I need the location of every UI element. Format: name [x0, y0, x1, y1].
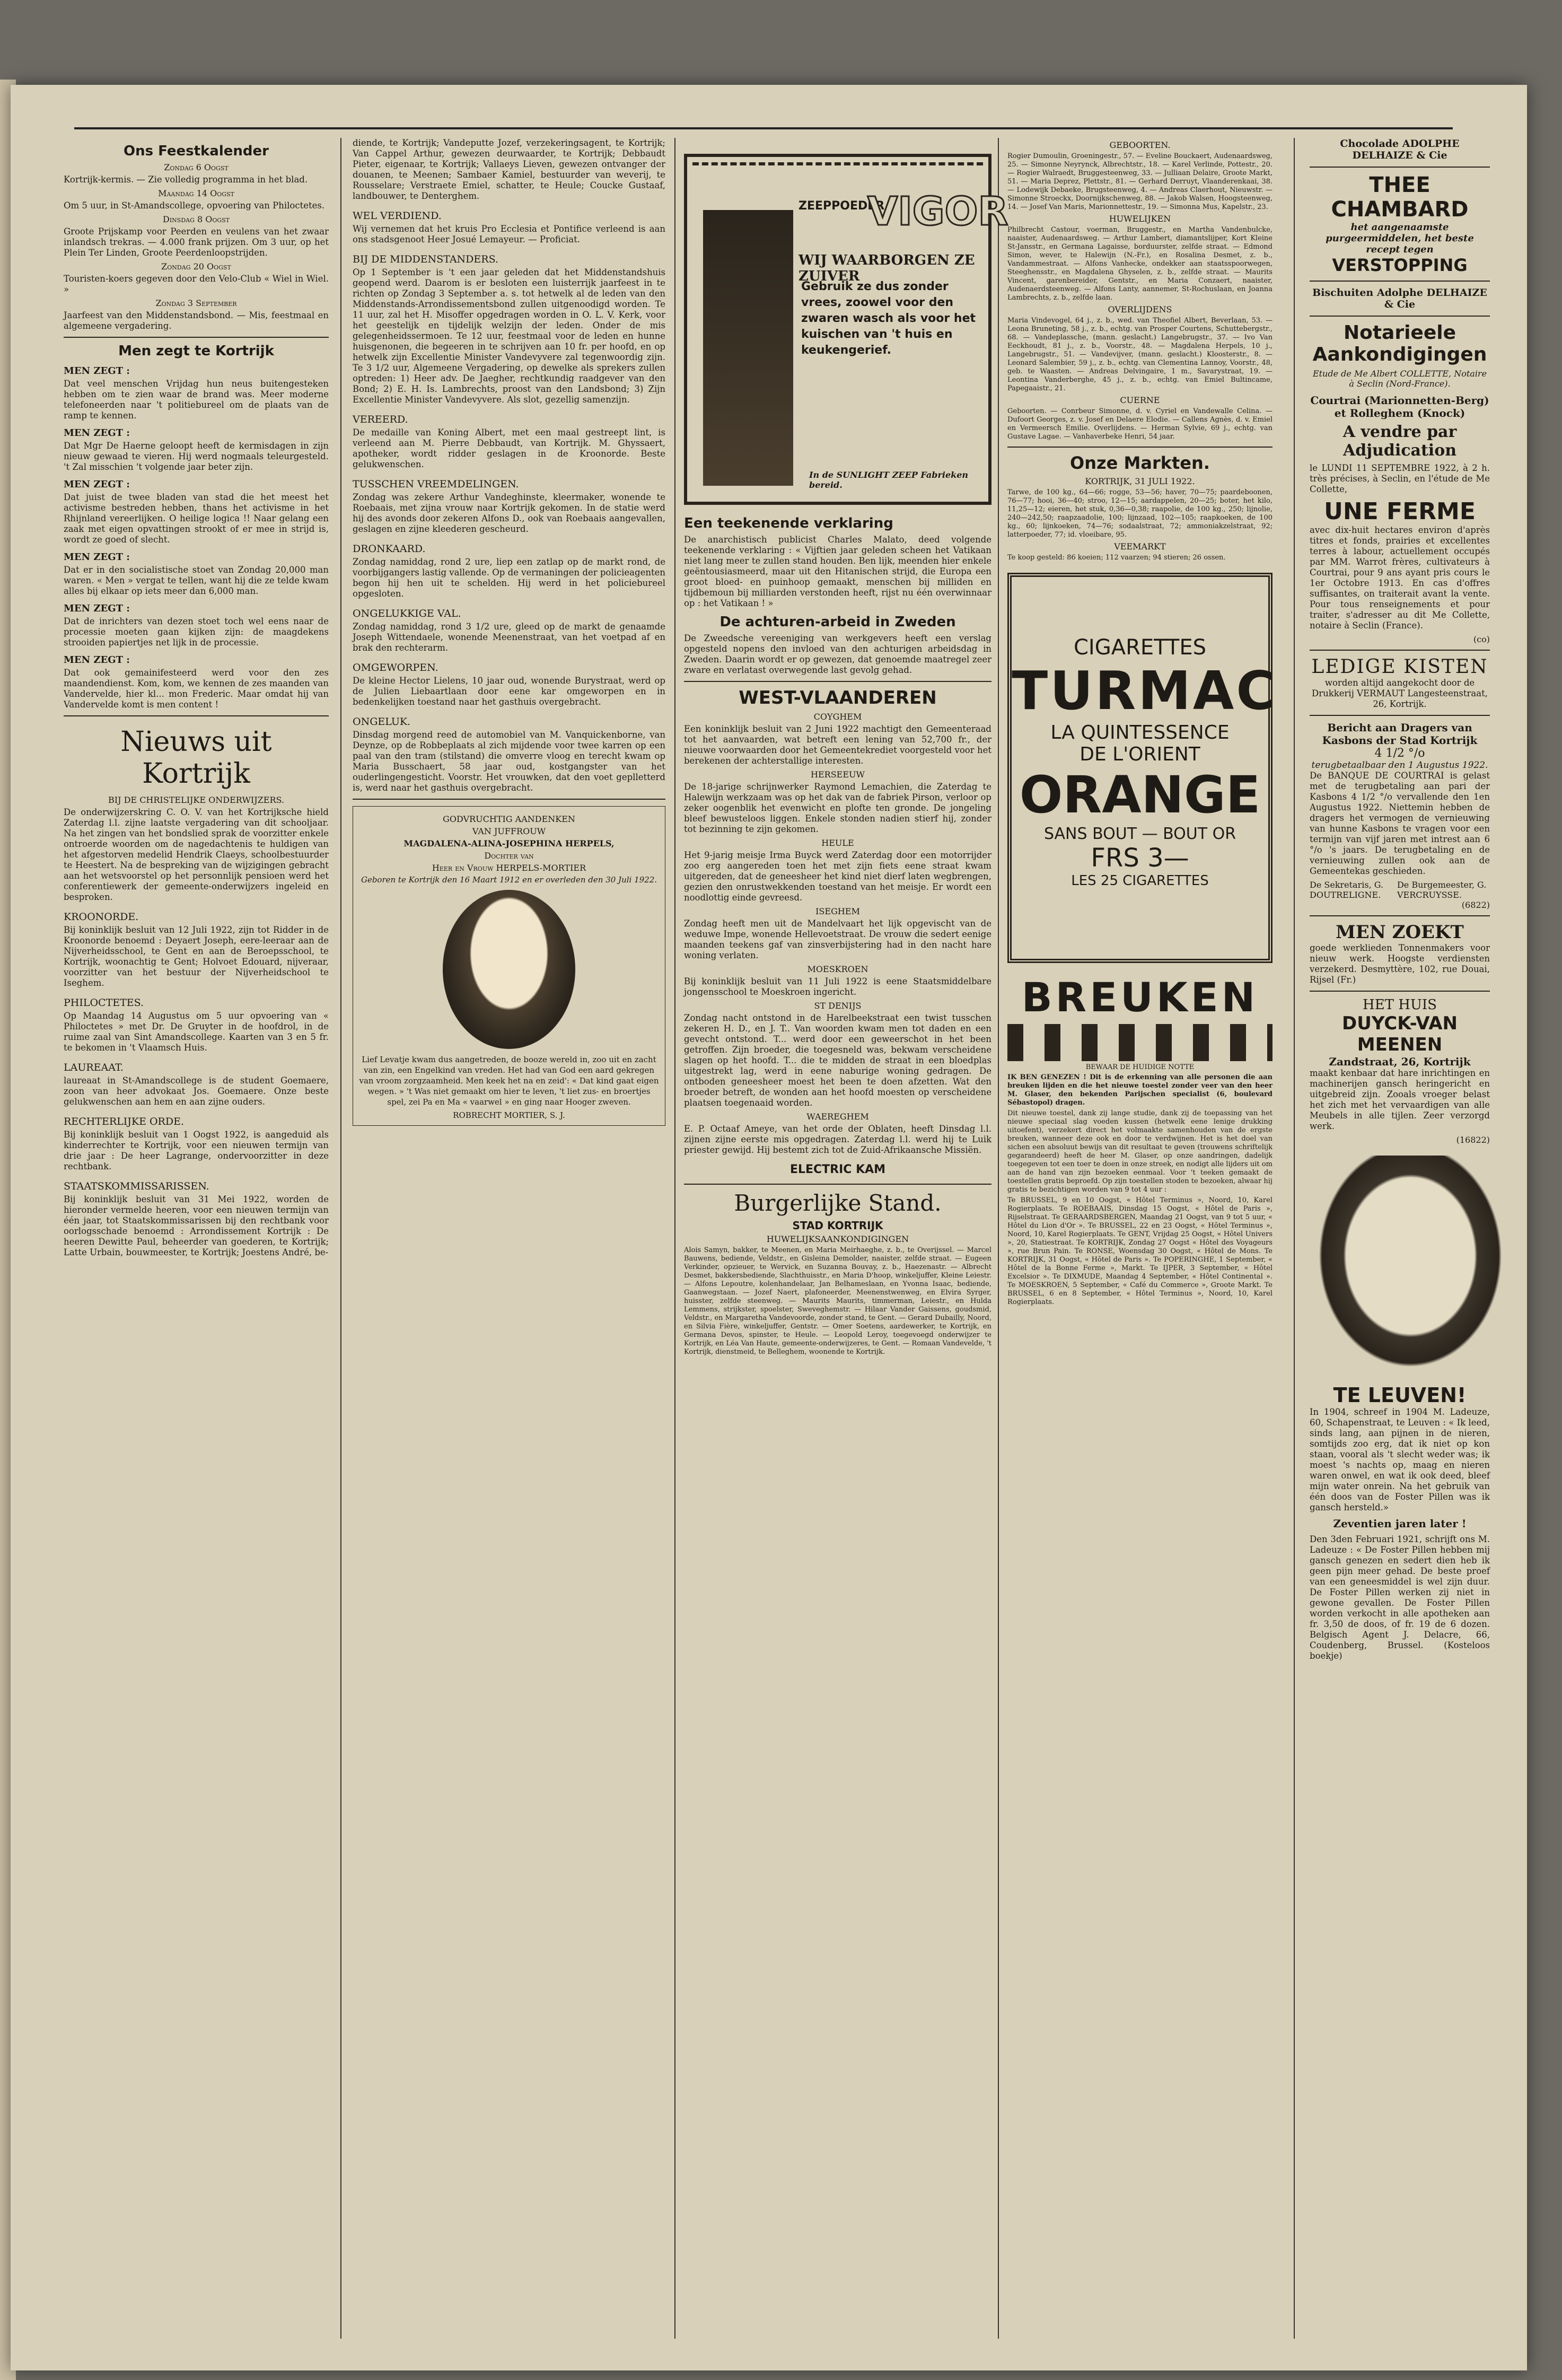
column-divider: [998, 138, 999, 2339]
place-item: ISEGHEM Zondag heeft men uit de Mandelvaart het lijk opgevischt van de weduwe Impe, wonende Hellevoetstraat. De vrouw die sedert eenige maanden teekens gaf van zinsverbijstering had in den nacht hare woning verlaten.: [684, 906, 991, 960]
vigor-logo: VIGOR: [867, 189, 1008, 234]
divider: [1310, 316, 1490, 317]
men-zegt-title: Men zegt te Kortrijk: [118, 343, 274, 359]
divider: [1310, 991, 1490, 992]
duyck-van-meenen-title: DUYCK-VAN MEENEN: [1342, 1013, 1458, 1055]
feestkalender-title: Ons Feestkalender: [124, 143, 269, 159]
divider: [1310, 715, 1490, 716]
divider: [64, 715, 329, 716]
news-section: OMGEWORPEN. De kleine Hector Lielens, 10 jaar oud, wonende Burystraat, werd op de Julien Liebaartlaan door eene kar omgeworpen en in bedenkelijken toestand naar het gasthuis overgebracht.: [353, 662, 665, 707]
man-portrait-illustration: [1310, 1156, 1511, 1378]
onze-markten-title: Onze Markten.: [1070, 453, 1210, 473]
divider: [1310, 650, 1490, 651]
column-2: [353, 138, 665, 1132]
place-item: ST DENIJS Zondag nacht ontstond in de Harelbeekstraat een twist tusschen zekeren H. D., en J. T.. Van woorden kwam men tot daden en een gevecht ontstond. T... werd door een geweerschot in het been getroffen. Zijn broeder, die toegesneld was, bekwam verscheidene slagen op het hoofd. T... die te midden de straat in een bloedplas uitgestrekt lag, werd in eene naburige woning gedragen. De ontboden geneesheer moest het been te doen afzetten. Wat den broeder betreft, de wonden aan het hoofd moesten op verscheidene plaatsen toegenaaid worden.: [684, 1001, 991, 1108]
burgerlijke-stand-title: Burgerlijke Stand.: [734, 1190, 942, 1216]
column-3: ZEEPPOEDER VIGOR WIJ WAARBORGEN ZE ZUIVER Gebruik ze dus zonder vrees, zoowel voor den zwaren wasch als voor het kuischen van 't huis en keukengerief. In de SUNLIGHT ZEEP Fabrieken bereid. Een teekenende verklaring De anarchistisch publicist Charles Malato, deed volgende teekenende verklaring : « Vijftien jaar geleden scheen het Vatikaan niet lang meer te zullen stand houden. Ben lijk, meenden hier enkele geëntousiasmeerd, maar uit den Hitanischen strijd, die Europa een groot bloed- en puinhoop gemaakt, menschen bij milliden en tijdbemoun bij milliarden verstonden heeft, rijst nu één overwinnaar op : het Vatikaan ! » De achturen-arbeid in Zweden De Zweedsche vereeniging van werkgevers heeft een verslag opgesteld nopens den invloed van den achturigen arbeidsdag in Zweden. Daarin wordt er op gewezen, dat genoemde maatregel zeer zware en verlatast overwegende last gevolg gehad. WEST-VLAANDEREN COYGHEM Een koninklijk besluit van 2 Juni 1922 machtigt den Gemeenteraad tot het aanvaarden, wat betreft een lening van 52,700 fr., der nieuwe voorwaarden door het Gemeentekrediet voorgesteld voor het berekenen der achterstallige interesten. HERSEEUW De 18-jarige schrijnwerker Raymond Lemachien, die Zaterdag te Halewijn werkzaam was op het dak van de fabriek Pirson, verloor op zeker oogenblik het evenwicht en plofte ten gronde. De jongeling bleef bewusteloos liggen. Enkele stonden nadien stierf hij, zonder tot bezinning te zijn gekomen. HEULE Het 9-jarig meisje Irma Buyck werd Zaterdag door een motorrijder zoo erg aangereden toen het met zijn fiets eene straat kwam uitgereden, dat de geneesheer het kind niet dierf laten wegbrengen, gezien den onrustwekkenden toestand van het meisje. Er wordt een noodlottig einde gevreesd. ISEGHEM Zondag heeft men uit de Mandelvaart het lijk opgevischt van de weduwe Impe, wonende Hellevoetstraat. De vrouw die sedert eenige maanden teekens gaf van zinsverbijstering had in den nacht hare woning verlaten. MOESKROEN Bij koninklijk besluit van 11 Juli 1922 is eene Staatsmiddelbare jongensschool te Moeskroen ingericht. ST DENIJS Zondag nacht ontstond in de Harelbeekstraat een twist tusschen zekeren H. D., en J. T.. Van woorden kwam men tot daden en een gevecht ontstond. T... werd door een geweerschot in het been getroffen. Zijn broeder, die toegesneld was, bekwam verscheidene slagen op het hoofd. T... die te midden de straat in een bloedplas uitgestrekt lag, werd in eene naburige woning gedragen. De ontboden geneesheer moest het been te doen afzetten. Wat den broeder betreft, de wonden aan het hoofd moesten op verscheidene plaatsen toegenaaid worden. WAEREGHEM E. P. Octaaf Ameye, van het orde der Oblaten, heeft Dinsdag l.l. zijnen zijne eerste mis opgedragen. Zaterdag l.l. werd hij te Luik priester gewijd. Hij bestemt zich tot de Zuid-Afrikaansche Missiën. ELECTRIC KAM Burgerlijke Stand. STAD KORTRIJK HUWELIJKSAANKONDIGINGEN Alois Samyn, bakker, te Meenen, en Maria Meirhaeghe, z. b., te Overijssel. — Marcel Bauwens, bediende, Veldstr., en Gisleina Demolder, naaister, zelfde straat. — Eugeen Verkinder, opzieuer, te Wervick, en Suzanna Bouvay, z. b., Haezenastr. — Albrecht Desmet, bakkersbediende, Slachthuisstr., en Maria D'hoop, winkeljuffer, Kleine Leiestr. — Alfons Lepoutre, kolenhandelaar, Jan Belhameslaan, en Yvonna Isaac, bediende, Gaanwegstaan. — Jozef Naert, plafoneerder, Meenenstwenweg, en Elvira Syrger, huisster, zelfde steenweg. — Maurits Maurits, timmerman, Leiestr., en Hulda Lemmens, strijkster, spoelster, Sweveghemstr. — Hilaar Vander Gaissens, goudsmid, Veldstr., en Margaretha Vandevoorde, zonder stand, te Gent. — Gerard Dubailly, Noord, en Silvia Fière, winkeljuffer, Gentstr. — Omer Soetens, aardewerker, te Kortrijk, en Germana Devos, spinster, te Heule. — Leopold Leroy, toegevoegd onderwijzer te Kortrijk, en Léa Van Haute, gemeente-onderwijzeres, te Gent. — Romaan Vandevelde, 't Kortrijk, dienstmeid, te Belleghem, woonende te Kortrijk.: [684, 138, 991, 1359]
column-4: GEBOORTEN. Rogier Dumoulin, Groeningestr., 57. — Eveline Bouckaert, Audenaardsweg, 25. — Simonne Neyrynck, Albrechtstr., 18. — Karel Verlinde, Pottestr., 20. — Rogier Walraedt, Bruggesteenweg, 33. — Julliaan Delaire, Groote Markt, 51. — Maria Deprez, Plettstr., 81. — Gerhard Derruyt, Vlaanderenkaai, 38. — Lodewijk Debaeke, Brugsteenweg, 4. — Andreas Claerhout, Nieuwstr. — Simonne Stroeckx, Doornijkschenweg, 88. — Jakob Walsen, Hoogsteenweg, 14. — Josef Van Maris, Marionnettestr., 19. — Simonna Mus, Kapelstr., 23. HUWELIJKEN Philbrecht Castour, voerman, Bruggestr., en Martha Vandenbulcke, naaister, Audenaardsweg. — Arthur Lambert, diamantslijper, Kort Kleine St-Jansstr., en Germana Lagaisse, borduurster, zelfde straat. — Edmond Simon, wever, te Halewijn (N.-Fr.), en Rosalina Desmet, z. b., Vandammestraat. — Alfons Vanhecke, ondekker aan staatsspoorwegen, Steeghensstr., en Magdalena Ghyselen, z. b., zelfde straat. — Maurits Vincent, garenbereider, Gentstr., en Maria Conzaert, naaister, Audenaerdsteenweg. — Alfons Lanty, aannemer, St-Rochuslaan, en Joanna Lambrechts, z. b., zelfde laan. OVERLIJDENS Maria Vindevogel, 64 j., z. b., wed. van Theofiel Albert, Beverlaan, 53. — Leona Bruneting, 58 j., z. b., echtg. van Prosper Courtens, Schuttebergstr., 68. — Vandeplassche, (mann. geslacht.) Langebrugstr., 37. — Ivo Van Eeckhoudt, 81 j., z. b., Voorstr., 48. — Magdalena Herpels, 10 j., Langebrugstr., 51. — Vandevijver, (mann. geslacht.) Kloosterstr., 8. — Leonard Salembier, 59 j., z. b., echtg. van Clementina Lannoy, Voorstr., 48, geb. te Waasten. — Andreas Delvingaire, 1 m., Savarystraat, 19. — Leontina Vanderberghe, 45 j., z. b., echtg. van Emiel Bultincame, Papegaaistr., 21. CUERNE Geboorten. — Conrbeur Simonne, d. v. Cyriel en Vandewalle Celina. — Dufoort Georges, z. v. Josef en Delaere Elodie. — Callens Agnès, d. v. Emiel en Vermeersch Emilie. Overlijdens. — Herman Sylvie, 69 j., echtg. van Gustave Lagae. — Vanhaverbeke Henri, 54 jaar. Onze Markten. KORTRIJK, 31 JULI 1922. Tarwe, de 100 kg., 64—66; rogge, 53—56; haver, 70—75; paardeboonen, 76—77; hooi, 36—40; stroo, 12—15; aardappelen, 20—25; boter, het kilo, 11,25—12; eieren, het stuk, 0,36—0,38; raapolie, de 100 kg., 250; lijnolie, 240—242,50; raapzaadolie, 100; lijnzaad, 102—105; raapkoeken, de 100 kg., 60; lijnkoeken, 74—76; sodaalstraat, 72; ammoniakzelstraat, 92; latterpoeder, 77; id. vloeibare, 95. VEEMARKT Te koop gesteld: 86 koeien; 112 vaarzen; 94 stieren; 26 ossen. CIGARETTES TURMAC LA QUINTESSENCE DE L'ORIENT ORANGE SANS BOUT — BOUT OR FRS 3— LES 25 CIGARETTES BREUKEN BEWAAR DE HUIDIGE NOTTE IK BEN GENEZEN ! Dit is de erkenning van alle personen die aan breuken lijden en die het nieuwe toestel zonder veer van den heer M. Glaser, den bekenden Parijschen specialist (6, boulevard Sébastopol) dragen. Dit nieuwe toestel, dank zij lange studie, dank zij de toepassing van het nieuwe speciaal slag voeden kussen (hetwelk eene lenige drukking uitoefent), verzekert direct het volmaakte samenhouden van de ergste breuken, wanneer deze ook en door te verdwijnen. Het is het doel van sichen een absoluut bewijs van dit resultaat te geven (trouwens schriftelijk gegarandeerd) heeft de heer M. Glaser, op onze aandringen, dadelijk toegegeven tot een toer te doen in onze streek, en nodigt alle lijders uit om aan de hand van zijn bezoeken eenmaal. Voor 't teeken gemaakt de toestellen gratis beproefd. Op zijn toestellen stoden te bezoeken, alwaar hij gratis te bezichtigen worden van 9 tot 4 uur : Te BRUSSEL, 9 en 10 Oogst, « Hôtel Terminus », Noord, 10, Karel Rogierplaats. Te ROEBAAIS, Dinsdag 15 Oogst, « Hôtel de Paris », Rijselstraat. Te GERAARDSBERGEN, Maandag 21 Oogst, van 9 tot 5 uur, « Hôtel du Lion d'Or ». Te BRUSSEL, 22 en 23 Oogst, « Hôtel Terminus », Noord, 10, Karel Rogierplaats. Te GENT, Vrijdag 25 Oogst, « Hôtel Univers », 20, Statiestraat. Te KORTRIJK, Zondag 27 Oogst « Hôtel des Voyageurs », rue Brun Pain. Te RONSE, Woensdag 30 Oogst, « Hôtel de Mons. Te KORTRIJK, 31 Oogst, « Hôtel de Paris ». Te POPERINGHE, 1 September, « Hôtel de la Bonne Ferme », Markt. Te IJPER, 3 September, « Hôtel Excelsior ». Te DIXMUDE, Maandag 4 September, « Hôtel Continental ». Te MOESKROEN, 5 September, « Café du Commerce », Groote Markt. Te BRUSSEL, 6 en 8 September, « Hôtel Terminus », Noord, 10, Karel Rogierplaats.: [1007, 140, 1277, 1306]
news-section: DRONKAARD. Zondag namiddag, rond 2 ure, liep een zatlap op de markt rond, de voorbijgangers lastig vallende. Op de vermaningen der policieagenten begon hij hen uit te schelden. Hij werd in het policiebureel opgesloten.: [353, 543, 665, 599]
achturen-title: De achturen-arbeid in Zweden: [719, 614, 956, 630]
divider: [1310, 281, 1490, 282]
markt-prices: Tarwe, de 100 kg., 64—66; rogge, 53—56; haver, 70—75; paardeboonen, 76—77; hooi, 36—40; stroo, 12—15; aardappelen, 20—25; boter, het kilo, 11,25—12; eieren, het stuk, 0,36—0,38; raapolie, de 100 kg., 250; lijnolie, 240—242,50; raapzaadolie, 100; lijnzaad, 102—105; raapkoeken, de 100 kg., 60; lijnkoeken, 74—76; sodaalstraat, 72; ammoniakzelstraat, 92; latterpoeder, 77; id. vloeibare, 95.: [1007, 488, 1273, 539]
top-rule: [74, 127, 1453, 129]
stand-item: GEBOORTEN. Rogier Dumoulin, Groeningestr., 57. — Eveline Bouckaert, Audenaardsweg, 25. — Simonne Neyrynck, Albrechtstr., 18. — Karel Verlinde, Pottestr., 20. — Rogier Walraedt, Bruggesteenweg, 33. — Julliaan Delaire, Groote Markt, 51. — Maria Deprez, Plettstr., 81. — Gerhard Derruyt, Vlaanderenkaai, 38. — Lodewijk Debaeke, Brugsteenweg, 4. — Andreas Claerhout, Nieuwstr. — Simonne Stroeckx, Doornijkschenweg, 88. — Jakob Walsen, Hoogsteenweg, 14. — Josef Van Maris, Marionnettestr., 19. — Simonna Mus, Kapelstr., 23.: [1007, 140, 1273, 211]
verklaring-text: De anarchistisch publicist Charles Malato, deed volgende teekenende verklaring : « Vijftien jaar geleden scheen het Vatikaan niet lang meer te zullen stand houden. Ben lijk, meenden hier enkele geëntousiasmeerd, maar uit den Hitanischen strijd, die Europa een groot bloed- en puinhoop gemaakt, menschen bij milliden en tijdbemoun bij milliarden verstonden heeft, rijst nu één overwinnaar op : het Vatikaan ! »: [684, 535, 991, 608]
section-title: BIJ DE CHRISTELIJKE ONDERWIJZERS.: [108, 795, 284, 805]
place-item: WAEREGHEM E. P. Octaaf Ameye, van het orde der Oblaten, heeft Dinsdag l.l. zijnen zijne eerste mis opgedragen. Zaterdag l.l. werd hij te Luik priester gewijd. Hij bestemt zich tot de Zuid-Afrikaansche Missiën.: [684, 1112, 991, 1155]
electric-kam-advert: ELECTRIC KAM: [789, 1163, 886, 1176]
news-section: PHILOCTETES. Op Maandag 14 Augustus om 5 uur opvoering van « Philoctetes » met Dr. De Gruyter in de hoofdrol, in de ruime zaal van Sint Amandscollege. Kaarten van 3 en 5 fr. te bekomen in 't Vlaamsch Huis.: [64, 997, 329, 1053]
column-divider: [1294, 138, 1295, 2339]
men-zegt-item: MEN ZEGT : Dat ook gemainifesteerd werd voor den zes maandendienst. Kom, kom, we kennen de zes maanden van Vandervelde, hier kl... mon Frederic. Maar omdat hij van Vandervelde komt is men content !: [64, 654, 329, 710]
news-section: LAUREAAT. laureaat in St-Amandscollege is de student Goemaere, zoon van heer advokaat Jos. Goemaere. Onze beste gelukwenschen aan hem en aan zijne ouders.: [64, 1062, 329, 1107]
men-zegt-item: MEN ZEGT : Dat er in den socialistische stoet van Zondag 20,000 man waren. « Men » vergat te tellen, want hij die ze telde kwam alles bij elkaar op iets meer dan 6,000 man.: [64, 552, 329, 596]
divider: [64, 337, 329, 338]
feest-item: Zondag 3 September Jaarfeest van den Middenstandsbond. — Mis, feestmaal en algemeene vergadering.: [64, 298, 329, 331]
divider: [684, 681, 991, 682]
column-divider: [340, 138, 341, 2339]
feest-item: Zondag 6 Oogst Kortrijk-kermis. — Zie volledig programma in het blad.: [64, 162, 308, 185]
news-section: KROONORDE. Bij koninklijk besluit van 12 Juli 1922, zijn tot Ridder in de Kroonorde benoemd : Deyaert Joseph, eere-leeraar aan de Nijverheidsschool, te Gent en aan de Beroepsschool, te Kortrijk, woonachtig te Gent; Holvoet Edouard, nijveraar, voorzitter van het bestuur der Nijverheidschool te Iseghem.: [64, 911, 329, 988]
men-zoekt-title: MEN ZOEKT: [1336, 922, 1464, 943]
verklaring-title: Een teekenende verklaring: [684, 515, 893, 531]
feest-item: Maandag 14 Oogst Om 5 uur, in St-Amandscollege, opvoering van Philoctetes.: [64, 188, 325, 211]
une-ferme-title: UNE FERME: [1324, 498, 1476, 525]
decorative-border: [692, 162, 983, 175]
achturen-text: De Zweedsche vereeniging van werkgevers heeft een verslag opgesteld nopens den invloed van den achturigen arbeidsdag in Zweden. Daarin wordt er op gewezen, dat genoemde maatregel zeer zware en verlatast overwegende last gevolg gehad.: [684, 633, 991, 675]
divider: [1007, 447, 1273, 448]
feest-item: Zondag 20 Oogst Touristen-koers gegeven door den Velo-Club « Wiel in Wiel. »: [64, 261, 329, 294]
vigor-soap-advert: ZEEPPOEDER VIGOR WIJ WAARBORGEN ZE ZUIVER Gebruik ze dus zonder vrees, zoowel voor den zwaren wasch als voor het kuischen van 't huis en keukengerief. In de SUNLIGHT ZEEP Fabrieken bereid.: [684, 154, 991, 505]
column-1: [64, 138, 329, 1261]
divider: [1310, 167, 1490, 168]
breuken-title: BREUKEN: [1021, 974, 1259, 1021]
men-zegt-item: MEN ZEGT : Dat de inrichters van dezen stoet toch wel eens naar de processie moeten gaan kijken zijn: de maagdekens strooiden papiertjes net lijk in de processie.: [64, 603, 329, 648]
thee-chambard-advert: THEE CHAMBARD: [1331, 173, 1469, 222]
stand-item: OVERLIJDENS Maria Vindevogel, 64 j., z. b., wed. van Theofiel Albert, Beverlaan, 53. — Leona Bruneting, 58 j., z. b., echtg. van Prosper Courtens, Schuttebergstr., 68. — Vandeplassche, (mann. geslacht.) Langebrugstr., 37. — Ivo Van Eeckhoudt, 81 j., z. b., Voorstr., 48. — Magdalena Herpels, 10 j., Langebrugstr., 51. — Vandevijver, (mann. geslacht.) Kloosterstr., 8. — Leonard Salembier, 59 j., z. b., echtg. van Clementina Lannoy, Voorstr., 48, geb. te Waasten. — Andreas Delvingaire, 1 m., Savarystraat, 19. — Leontina Vanderberghe, 45 j., z. b., echtg. van Emiel Bultincame, Papegaaistr., 21.: [1007, 304, 1273, 392]
stand-item: CUERNE Geboorten. — Conrbeur Simonne, d. v. Cyriel en Vandewalle Celina. — Dufoort Georges, z. v. Josef en Delaere Elodie. — Callens Agnès, d. v. Emiel en Vermeersch Emilie. Overlijdens. — Herman Sylvie, 69 j., echtg. van Gustave Lagae. — Vanhaverbeke Henri, 54 jaar.: [1007, 395, 1273, 441]
woman-illustration: [703, 210, 793, 486]
nieuws-text: De onderwijzerskring C. O. V. van het Kortrijksche hield Zaterdag l.l. zijne laatste vergadering van dit schooljaar. Na het zingen van het bondslied sprak de voorzitter enkele ontroerde woorden om de nagedachtenis te huldigen van het afgestorven medelid Hendrik Claeys, schoolbestuurder te Heestert. Na de bespreking van de wijzigingen gebracht aan het wetsvoorstel op het personnlijk pensioen werd het conferentiewerk der gemeente-onderwijzers ingeleid en besproken.: [64, 807, 329, 902]
delhaize-bischuiten-advert: Bischuiten Adolphe DELHAIZE & Cie: [1312, 287, 1487, 310]
place-item: HEULE Het 9-jarig meisje Irma Buyck werd Zaterdag door een motorrijder zoo erg aangereden toen het met zijn fiets eene straat kwam uitgereden, dat de geneesheer het kind niet dierf laten wegbrengen, gezien den onrustwekkenden toestand van het meisje. Er wordt een noodlottig einde gevreesd.: [684, 838, 991, 903]
turmac-cigarettes-advert: CIGARETTES TURMAC LA QUINTESSENCE DE L'ORIENT ORANGE SANS BOUT — BOUT OR FRS 3— LES 25 CIGARETTES: [1007, 573, 1273, 963]
divider: [684, 1184, 991, 1185]
ledige-kisten-title: LEDIGE KISTEN: [1311, 656, 1488, 678]
nieuws-uit-kortrijk-title: Nieuws uit Kortrijk: [120, 726, 272, 790]
place-item: HERSEEUW De 18-jarige schrijnwerker Raymond Lemachien, die Zaterdag te Halewijn werkzaam was op het dak van de fabriek Pirson, verloor op zeker oogenblik het evenwicht en plofte ten gronde. De jongeling bleef bewusteloos liggen. Enkele stonden nadien stierf hij, zonder tot bezinning te zijn gekomen.: [684, 769, 991, 834]
column-5: Chocolade ADOLPHE DELHAIZE & Cie THEE CHAMBARD het aangenaamste purgeermiddelen, het beste recept tegen VERSTOPPING Bischuiten Adolphe DELHAIZE & Cie Notarieele Aankondigingen Etude de Me Albert COLLETTE, Notaire à Seclin (Nord-France). Courtrai (Marionnetten-Berg) et Rolleghem (Knock) A vendre par Adjudication le LUNDI 11 SEPTEMBRE 1922, à 2 h. très précises, à Seclin, en l'étude de Me Collette, UNE FERME avec dix-huit hectares environ d'après titres et fonds, prairies et excellentes terres à labour, actuellement occupés par MM. Warrot frères, cultivateurs à Courtrai, pour 9 ans ayant pris cours le 1er Octobre 1913. En cas d'offres suffisantes, on traiterait avant la vente. Pour tous renseignements et pour traiter, s'adresser au dit Me Collette, notaire à Seclin (France). (co) LEDIGE KISTEN worden altijd aangekocht door de Drukkerij VERMAUT Langesteenstraat, 26, Kortrijk. Bericht aan Dragers van Kasbons der Stad Kortrijk 4 1/2 °/o terugbetaalbaar den 1 Augustus 1922. De BANQUE DE COURTRAI is gelast met de terugbetaling aan pari der Kasbons 4 1/2 °/o vervallende den 1en Augustus 1922. Niettemin hebben de dragers het vermogen de vernieuwing van hunne Kasbons te vragen voor een termijn van vijf jaren met intrest aan 6 °/o 's jaars. De terugbetaling en de vernieuwing zullen ook aan de Gemeentekas geschieden. De Sekretaris, G. DOUTRELIGNE. De Burgemeester, G. VERCRUYSSE. (6822) MEN ZOEKT goede werklieden Tonnenmakers voor nieuw werk. Hoogste verdiensten verzekerd. Desmyttère, 102, rue Douai, Rijsel (Fr.) HET HUIS DUYCK-VAN MEENEN Zandstraat, 26, Kortrijk maakt kenbaar dat hare inrichtingen en machinerijen gansch heringericht en uitgebreid zijn. Zooals vroeger belast het zich met het vervaardigen van alle Meubels in alle tijlen. Zeer verzorgd werk. (16822) TE LEUVEN! In 1904, schreef in 1904 M. Ladeuze, 60, Schapenstraat, te Leuven : « Ik leed, sinds lang, aan pijnen in de nieren, somtijds zoo erg, dat ik niet op kon staan, vooral als 't slecht weder was; ik moest 's nachts op, maag en nieren waren onwel, en wat ik ook deed, bleef mijn water onrein. Na het gebruik van één doos van de Foster Pillen was ik gansch hersteld.» Zeventien jaren later ! Den 3den Februari 1921, schrijft ons M. Ladeuze : « De Foster Pillen hebben mij gansch genezen en sedert dien heb ik geen pijn meer gehad. De beste proef van een geneesmiddel is wel zijn duur. De Foster Pillen werken zij niet in gewone gevallen. De Foster Pillen worden verkocht in alle apotheken aan fr. 3,50 de doos, of fr. 19 de 6 dozen. Belgisch Agent J. Delacre, 66, Coudenberg, Brussel. (Kosteloos boekje): [1310, 138, 1490, 1665]
memorial-notice: GODVRUCHTIG AANDENKEN VAN JUFFROUW MAGDALENA-ALINA-JOSEPHINA HERPELS, Dochter van Heer en Vrouw HERPELS-MORTIER Geboren te Kortrijk den 16 Maart 1912 en er overleden den 30 Juli 1922. Lief Levatje kwam dus aangetreden, de booze wereld in, zoo uit en zacht van zin, een Engelkind van vreden. Het had van God een aard gekregen van vroom zorgzaamheid. Men keek het na en zeid': « Dat kind gaat eigen wegen. » 't Was niet gemaakt om hier te leven, 't liet zus- en broertjes spel, zei Pa en Ma « vaarwel » en ging naar Hooger zweven. ROBRECHT MORTIER, S. J.: [353, 806, 665, 1126]
news-section: STAATSKOMMISSARISSEN. Bij koninklijk besluit van 31 Mei 1922, worden de hieronder vermelde heeren, voor een nieuwen termijn van één jaar, tot Staatskommissarissen bij den rechtbank voor oorlogsschade benoemd : Arrondissement Kortrijk : De heeren Dewitte Paul, beheerder van goederen, te Kortrijk; Latte Urbain, bouwmeester, te Kortrijk; Joestens André, be-: [64, 1180, 329, 1257]
news-section: BIJ DE MIDDENSTANDERS. Op 1 September is 't een jaar geleden dat het Middenstandshuis geopend werd. Daarom is er besloten een luisterrijk jaarfeest in te richten op Zondag 3 September a. s. tot hetwelk al de leden van den Middenstands-Arrondissementsbond zullen uitgenoodigd worden. Te 11 uur, zal het H. Misoffer opgedragen worden in O. L. V. Kerk, voor het geestelijk en tijdelijk welzijn der leden. Onder de mis gelegenheidssermoen. Te 12 uur, feestmaal voor de leden en hunne huisgenonen, die begeeren in te schrijven aan 10 fr. per hoofd, en op hetwelk zijn Excellentie Minister Vandevyvere zal tegenwoordig zijn. Te 3 1/2 uur, Algemeene Vergadering, op dewelke als sprekers zullen optreden: 1) Heer adv. De Jaegher, rechtkundig raadgever van den Bond; 2) E. H. Is. Lambrechts, proost van den Landsbond; 3) Zijn Excellentie Minister Vandevyvere. Als slot, gezellig samenzijn.: [353, 253, 665, 405]
men-zegt-item: MEN ZEGT : Dat veel menschen Vrijdag hun neus buitengesteken hebben om te zien waar de brand was. Meer moderne telefoneerden naar 't politiebureel om de plaats van de ramp te kennen.: [64, 365, 329, 421]
news-section: ONGELUKKIGE VAL. Zondag namiddag, rond 3 1/2 ure, gleed op de markt de genaamde Joseph Wittendaele, wonende Meenenstraat, van het voetpad af en brak den rechterarm.: [353, 608, 665, 653]
te-leuven-title: TE LEUVEN!: [1333, 1384, 1467, 1407]
men-zegt-item: MEN ZEGT : Dat juist de twee bladen van stad die het meest het activisme bestreden hebben, thans het activisme in het Rhijnland vereerlijken. O heilige logica !! Naar gelang een zaak met eigen opvattingen strookt of er mee in strijd is, wordt ze goed of slecht.: [64, 479, 329, 545]
west-vlaanderen-title: WEST-VLAANDEREN: [739, 687, 937, 708]
news-section: RECHTERLIJKE ORDE. Bij koninklijk besluit van 1 Oogst 1922, is aangeduid als kinderrechter te Kortrijk, voor een nieuwen termijn van drie jaar : De heer Lagrange, ondervoorzitter in deze rechtbank.: [64, 1116, 329, 1171]
veemarkt-text: Te koop gesteld: 86 koeien; 112 vaarzen; 94 stieren; 26 ossen.: [1007, 554, 1226, 562]
feest-item: Dinsdag 8 Oogst Groote Prijskamp voor Peerden en veulens van het zwaar inlandsch trekras. — 4.000 frank prijzen. Om 3 uur, op het Plein Ter Linden, Groote Peerdenloopstrijden.: [64, 214, 329, 258]
medals-icon: [1007, 1024, 1273, 1061]
column-divider: [674, 138, 675, 2339]
delhaize-chocolade-advert: Chocolade ADOLPHE DELHAIZE & Cie: [1340, 138, 1460, 161]
place-item: MOESKROEN Bij koninklijk besluit van 11 Juli 1922 is eene Staatsmiddelbare jongensschool te Moeskroen ingericht.: [684, 964, 991, 997]
divider: [1310, 915, 1490, 916]
stand-item: HUWELIJKEN Philbrecht Castour, voerman, Bruggestr., en Martha Vandenbulcke, naaister, Audenaardsweg. — Arthur Lambert, diamantslijper, Kort Kleine St-Jansstr., en Germana Lagaisse, borduurster, zelfde straat. — Edmond Simon, wever, te Halewijn (N.-Fr.), en Rosalina Desmet, z. b., Vandammestraat. — Alfons Vanhecke, ondekker aan staatsspoorwegen, Steeghensstr., en Magdalena Ghyselen, z. b., zelfde straat. — Maurits Vincent, garenbereider, Gentstr., en Maria Conzaert, naaister, Audenaerdsteenweg. — Alfons Lanty, aannemer, St-Rochuslaan, en Joanna Lambrechts, z. b., zelfde laan.: [1007, 214, 1273, 302]
divider: [353, 799, 665, 800]
place-item: COYGHEM Een koninklijk besluit van 2 Juni 1922 machtigt den Gemeenteraad tot het aanvaarden, wat betreft een lening van 52,700 fr., der nieuwe voorwaarden door het Gemeentekrediet voorgesteld voor het berekenen der achterstallige interesten.: [684, 712, 991, 766]
girl-portrait-photo: [443, 890, 575, 1049]
signatures: De Sekretaris, G. DOUTRELIGNE. De Burgemeester, G. VERCRUYSSE.: [1310, 880, 1487, 900]
news-section: VEREERD. De medaille van Koning Albert, met een maal gestreept lint, is verleend aan M. Pierre Debbaudt, van Kortrijk. M. Ghyssaert, apotheker, wordt ridder geslagen in de Kroonorde. Beste gelukwenschen.: [353, 414, 665, 469]
burgerlijke-stand-text: Alois Samyn, bakker, te Meenen, en Maria Meirhaeghe, z. b., te Overijssel. — Marcel Bauwens, bediende, Veldstr., en Gisleina Demolder, naaister, zelfde straat. — Eugeen Verkinder, opzieuer, te Wervick, en Suzanna Bouvay, z. b., Haezenastr. — Albrecht Desmet, bakkersbediende, Slachthuisstr., en Maria D'hoop, winkeljuffer, Kleine Leiestr. — Alfons Lepoutre, kolenhandelaar, Jan Belhameslaan, en Yvonna Isaac, bediende, Gaanwegstaan. — Jozef Naert, plafoneerder, Meenenstwenweg, en Elvira Syrger, huisster, zelfde steenweg. — Maurits Maurits, timmerman, Leiestr., en Hulda Lemmens, strijkster, spoelster, Sweveghemstr. — Hilaar Vander Gaissens, goudsmid, Veldstr., en Margaretha Vandevoorde, zonder stand, te Gent. — Gerard Dubailly, Noord, en Silvia Fière, winkeljuffer, Gentstr. — Omer Soetens, aardewerker, te Kortrijk, en Germana Devos, spinster, te Heule. — Leopold Leroy, toegevoegd onderwijzer te Kortrijk, en Léa Van Haute, gemeente-onderwijzeres, te Gent. — Romaan Vandevelde, 't Kortrijk, dienstmeid, te Belleghem, woonende te Kortrijk.: [684, 1246, 991, 1356]
continued-text: diende, te Kortrijk; Vandeputte Jozef, verzekeringsagent, te Kortrijk; Van Cappel Arthur, gewezen deurwaarder, te Kortrijk; Debbaudt Pieter, eigenaar, te Kortrijk; Vallaeys Lieven, gewezen ontvanger der douanen, te Meenen; Sambaer Kamiel, bestuurder van weverij, te Rousselare; Verstraete Emiel, schatter, te Heule; Coucke Gustaaf, landbouwer, te Denterghem.: [353, 138, 665, 201]
news-section: WEL VERDIEND. Wij vernemen dat het kruis Pro Ecclesia et Pontifice verleend is aan ons stadsgenoot Heer Josué Lemayeur. — Proficiat.: [353, 210, 665, 244]
kasbons-notice-title: Bericht aan Dragers van Kasbons der Stad Kortrijk: [1322, 721, 1478, 747]
men-zegt-item: MEN ZEGT : Dat Mgr De Haerne geloopt heeft de kermisdagen in zijn nieuw gewaad te vieren. Hij werd nogmaals teleurgesteld. 't Zal misschien 't volgende jaar beter zijn.: [64, 427, 329, 472]
news-section: TUSSCHEN VREEMDELINGEN. Zondag was zekere Arthur Vandeghinste, kleermaker, wonende te Roebaais, met zijna vrouw naar Kortrijk gekomen. In de statie werd hij des avonds door zekeren Alfons D., ook van Roebaais aangevallen, geslagen en zijne kleederen gescheurd.: [353, 478, 665, 534]
news-section: ONGELUK. Dinsdag morgend reed de automobiel van M. Vanquickenborne, van Deynze, op de Robbeplaats al zich mijdende voor twee karren op een paal van den tram (stilstand) die omverre vloog en terecht kwam op Maria Busschaert, 58 jaar oud, kostgangster van het ouderlingengesticht. Voorstr. Het vrouwken, dat den voet geplletterd is, werd naar het gasthuis overgebracht.: [353, 716, 665, 793]
newspaper-page: [11, 85, 1527, 2370]
notarieele-title: Notarieele Aankondigingen: [1312, 322, 1487, 365]
